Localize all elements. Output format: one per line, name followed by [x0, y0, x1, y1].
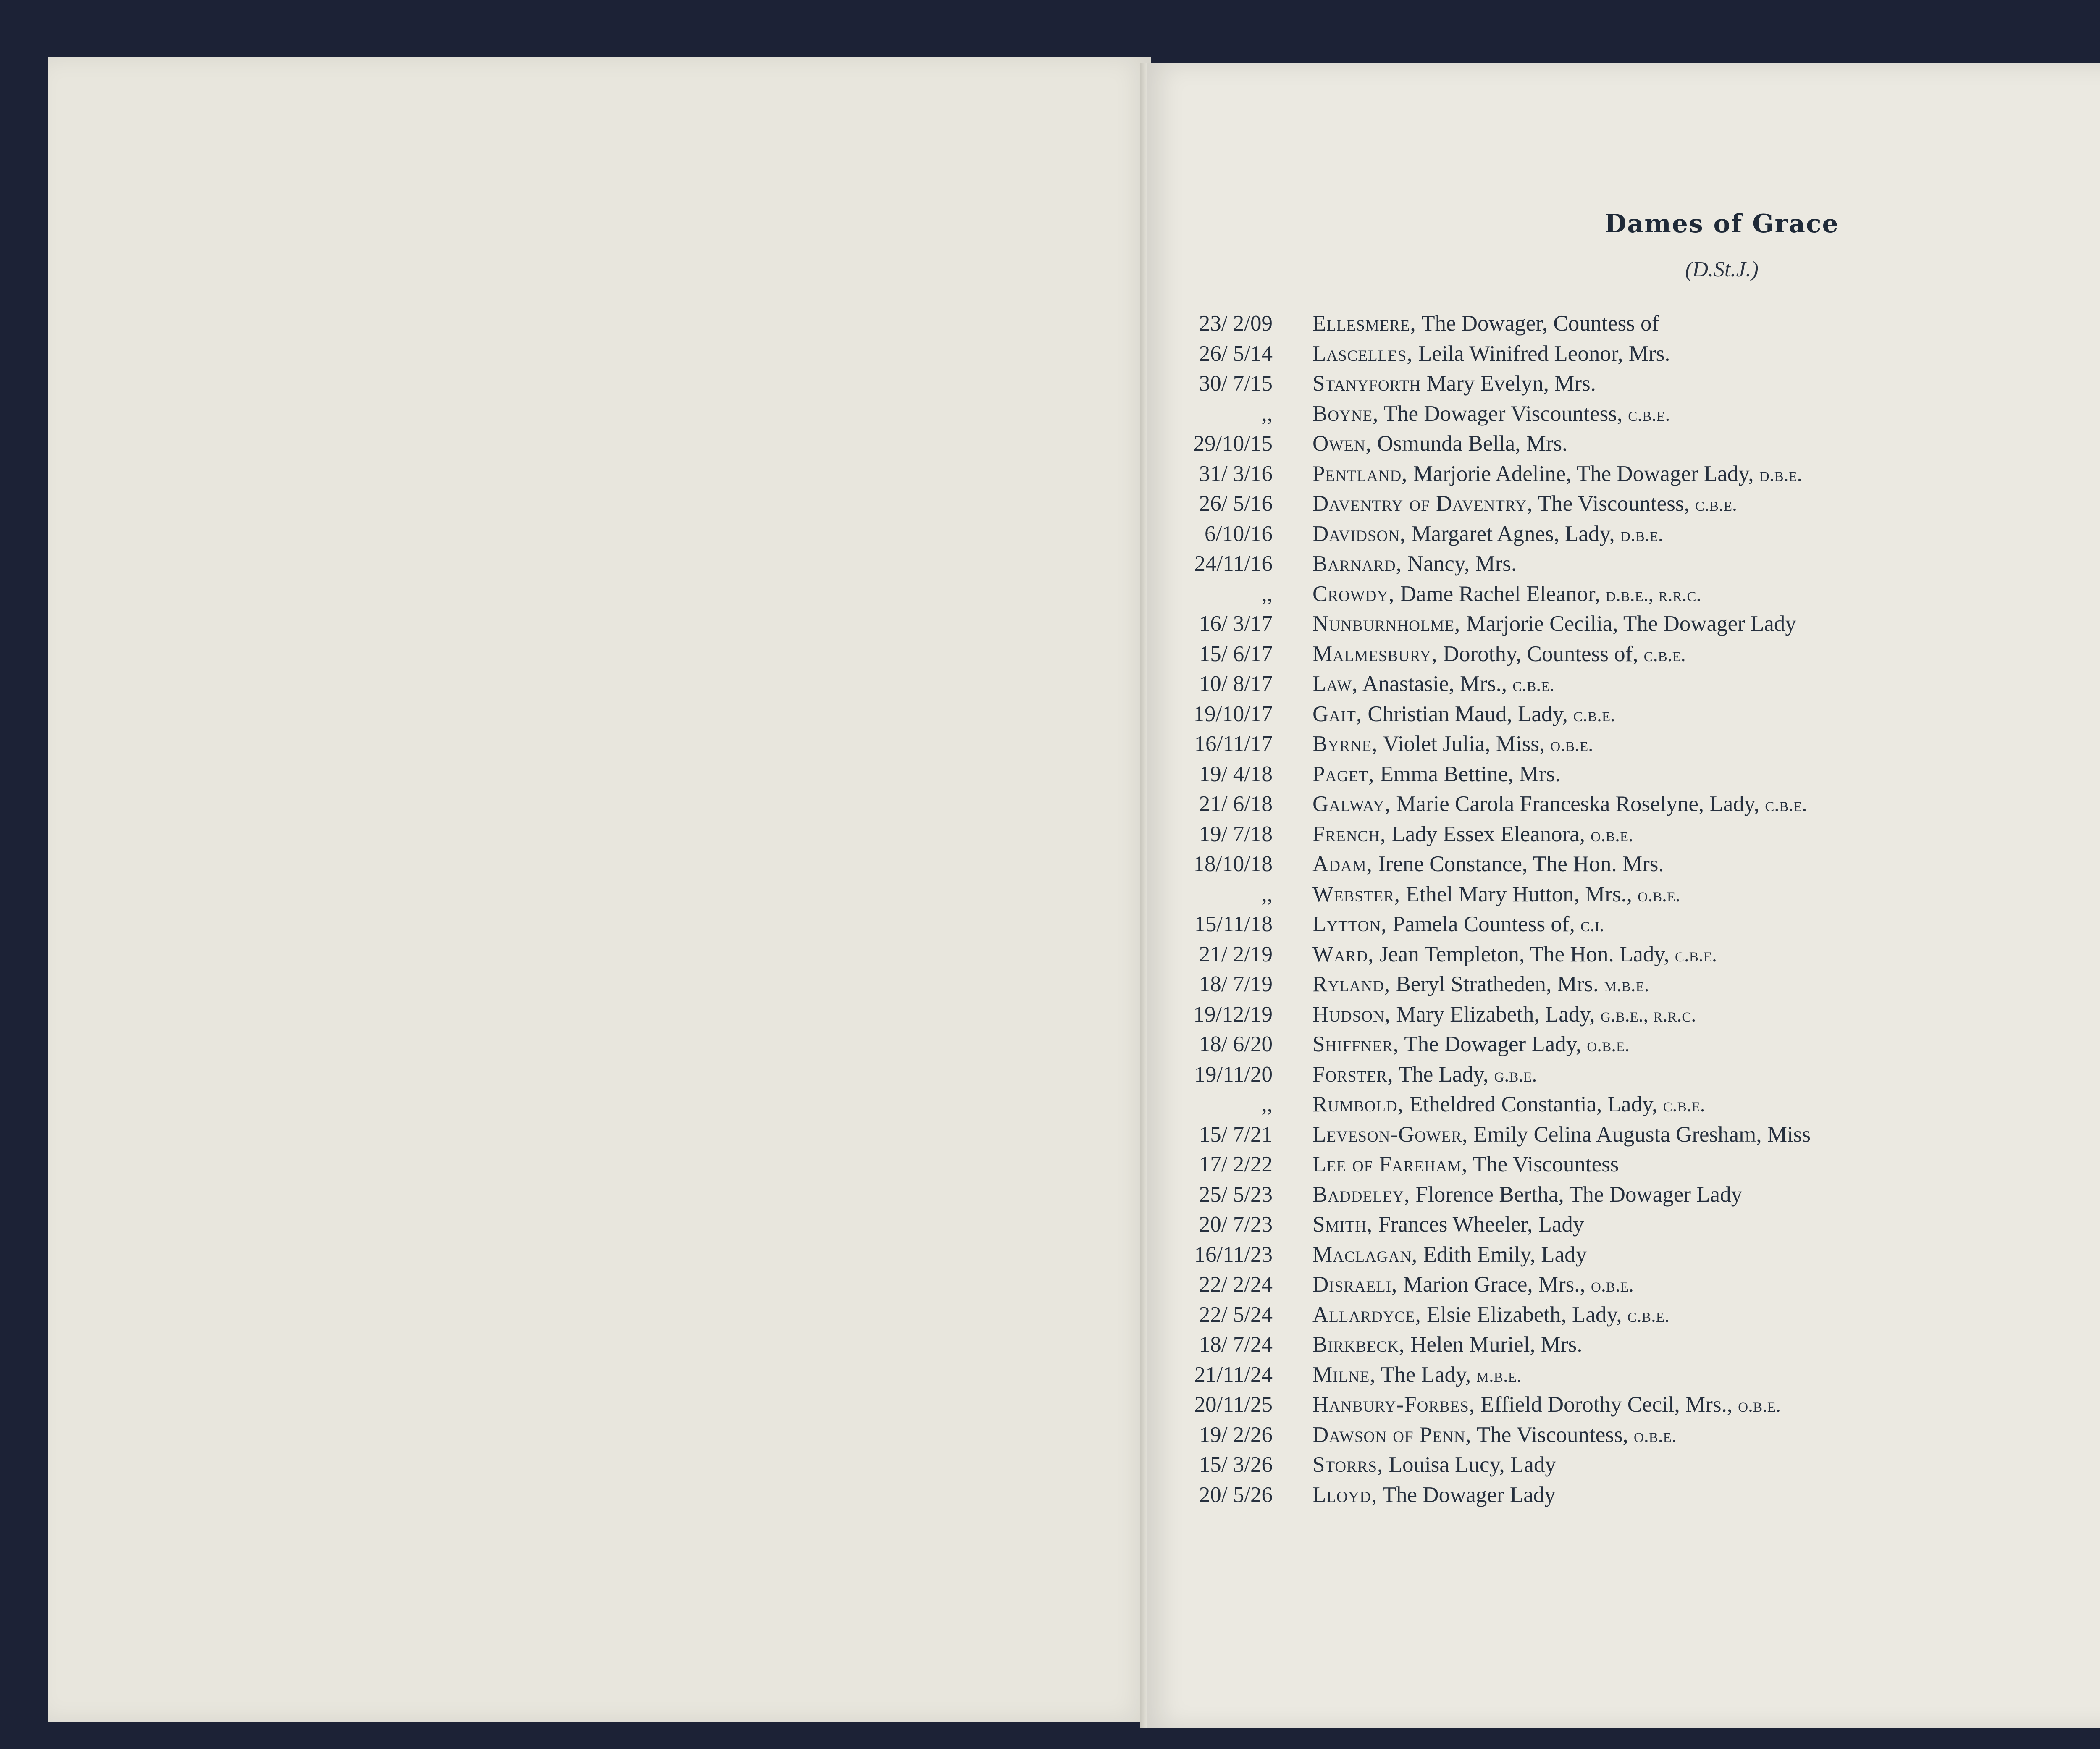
- entry-surname: Forster,: [1312, 1062, 1394, 1087]
- list-item: [1166, 819, 2100, 850]
- list-item: [1166, 909, 2100, 940]
- entry-surname: Birkbeck,: [1312, 1332, 1405, 1357]
- entry-date: 20/ 5/26: [1199, 1482, 1273, 1507]
- entry-date: 20/11/25: [1194, 1392, 1273, 1417]
- entry-honours: c.b.e.: [1695, 493, 1737, 515]
- entry-honours: o.b.e.: [1587, 1034, 1630, 1056]
- entry-date: 17/ 2/22: [1199, 1152, 1273, 1177]
- entry-details: The Dowager Lady: [1377, 1482, 1556, 1507]
- entry-date: 20/ 7/23: [1199, 1212, 1273, 1237]
- entry-text: [1312, 1450, 1556, 1481]
- list-item: [1166, 940, 2100, 970]
- list-item: [1166, 489, 2100, 519]
- entry-text: [1312, 1090, 1705, 1120]
- entry-text: [1312, 669, 1554, 700]
- entry-surname: Maclagan,: [1312, 1242, 1418, 1267]
- entry-details: The Viscountess,: [1471, 1422, 1634, 1447]
- list-item: [1166, 699, 2100, 730]
- entry-text: [1312, 789, 1807, 820]
- entry-surname: Galway,: [1312, 792, 1391, 816]
- entry-honours: o.b.e.: [1638, 883, 1681, 906]
- entry-surname: Rumbold,: [1312, 1092, 1404, 1116]
- entry-surname: Storrs,: [1312, 1452, 1383, 1477]
- list-item: [1166, 519, 2100, 549]
- list-item: [1166, 429, 2100, 459]
- entry-honours: d.b.e.: [1759, 463, 1802, 486]
- entry-date: 29/10/15: [1193, 431, 1273, 456]
- entry-surname: Lascelles,: [1312, 341, 1413, 366]
- list-item: [1166, 1240, 2100, 1270]
- entry-text: [1312, 849, 1664, 880]
- list-item: [1166, 1120, 2100, 1150]
- entry-details: Louisa Lucy, Lady: [1383, 1452, 1556, 1477]
- entry-date: 26/ 5/14: [1199, 341, 1273, 366]
- list-item: [1166, 1090, 2100, 1120]
- entry-surname: Lloyd,: [1312, 1482, 1378, 1507]
- entry-details: Elsie Elizabeth, Lady,: [1421, 1302, 1628, 1327]
- entry-honours: o.b.e.: [1591, 1274, 1634, 1296]
- entry-details: Mary Elizabeth, Lady,: [1390, 1002, 1601, 1027]
- entry-date: 16/11/23: [1194, 1242, 1273, 1267]
- entry-honours: o.b.e.: [1634, 1424, 1677, 1447]
- entry-text: [1312, 1029, 1630, 1060]
- list-item: [1166, 1390, 2100, 1420]
- list-item: [1166, 309, 2100, 339]
- entry-text: [1312, 1420, 1677, 1451]
- entry-honours: o.b.e.: [1738, 1394, 1781, 1416]
- entry-surname: Daventry of Daventry,: [1312, 491, 1533, 516]
- entry-text: [1312, 819, 1633, 850]
- entry-surname: Byrne,: [1312, 732, 1378, 756]
- entry-date: 22/ 2/24: [1199, 1272, 1273, 1297]
- entry-honours: c.b.e.: [1512, 673, 1555, 696]
- entry-date: ,,: [1261, 1092, 1273, 1116]
- entry-date: 16/ 3/17: [1199, 612, 1273, 636]
- entry-details: The Dowager Lady,: [1399, 1032, 1587, 1056]
- entry-details: Nancy, Mrs.: [1402, 551, 1517, 576]
- entry-date: 15/11/18: [1194, 912, 1273, 936]
- entry-details: Florence Bertha, The Dowager Lady: [1410, 1182, 1743, 1207]
- list-item: [1166, 549, 2100, 579]
- list-item: [1166, 1330, 2100, 1360]
- entry-date: 6/10/16: [1205, 521, 1273, 546]
- entry-details: The Viscountess,: [1533, 491, 1695, 516]
- entry-details: Dorothy, Countess of,: [1437, 641, 1644, 666]
- list-item: [1166, 969, 2100, 1000]
- entry-date: 15/ 6/17: [1199, 641, 1273, 666]
- entry-date: 18/10/18: [1193, 852, 1273, 876]
- list-item: [1166, 369, 2100, 399]
- entry-text: [1312, 969, 1649, 1000]
- entry-text: [1312, 639, 1686, 670]
- entry-surname: French,: [1312, 822, 1386, 846]
- list-item: [1166, 789, 2100, 819]
- entry-surname: Boyne,: [1312, 401, 1379, 426]
- entry-honours: c.b.e.: [1573, 703, 1616, 726]
- entry-honours: c.i.: [1580, 914, 1604, 936]
- entry-text: [1312, 339, 1670, 370]
- entry-surname: Ward,: [1312, 942, 1374, 966]
- entry-details: Etheldred Constantia, Lady,: [1403, 1092, 1663, 1116]
- entry-details: The Dowager Viscountess,: [1378, 401, 1628, 426]
- entry-details: Marjorie Adeline, The Dowager Lady,: [1407, 461, 1759, 486]
- entry-date: 18/ 6/20: [1199, 1032, 1273, 1056]
- entry-surname: Lytton,: [1312, 912, 1387, 936]
- entry-date: 19/10/17: [1193, 701, 1273, 726]
- entry-surname: Stanyforth: [1312, 371, 1421, 396]
- entry-text: [1312, 369, 1596, 399]
- entry-honours: c.b.e.: [1643, 643, 1686, 666]
- entry-date: 22/ 5/24: [1199, 1302, 1273, 1327]
- entry-date: 19/11/20: [1194, 1062, 1273, 1087]
- entry-text: [1312, 309, 1659, 339]
- entry-details: Effield Dorothy Cecil, Mrs.,: [1475, 1392, 1738, 1417]
- entry-text: [1312, 609, 1796, 640]
- entry-details: Osmunda Bella, Mrs.: [1371, 431, 1568, 456]
- entry-details: Frances Wheeler, Lady: [1373, 1212, 1584, 1237]
- entry-date: 21/ 6/18: [1199, 792, 1273, 816]
- list-item: [1166, 1029, 2100, 1060]
- entry-surname: Leveson-Gower,: [1312, 1122, 1468, 1147]
- entry-honours: d.b.e.: [1620, 523, 1663, 546]
- list-item: [1166, 579, 2100, 609]
- entry-surname: Malmesbury,: [1312, 641, 1438, 666]
- list-item: [1166, 849, 2100, 880]
- entry-date: 21/ 2/19: [1199, 942, 1273, 966]
- entry-text: [1312, 489, 1737, 520]
- entry-surname: Pentland,: [1312, 461, 1408, 486]
- entry-honours: c.b.e.: [1663, 1094, 1705, 1116]
- entry-surname: Davidson,: [1312, 521, 1406, 546]
- entry-date: 30/ 7/15: [1199, 371, 1273, 396]
- entry-text: [1312, 549, 1517, 580]
- list-item: [1166, 759, 2100, 790]
- entry-details: Dame Rachel Eleanor,: [1394, 581, 1606, 606]
- entry-details: Emily Celina Augusta Gresham, Miss: [1468, 1122, 1811, 1147]
- list-item: [1166, 339, 2100, 369]
- entry-details: Margaret Agnes, Lady,: [1406, 521, 1620, 546]
- entry-text: [1312, 1270, 1634, 1300]
- entry-date: 15/ 7/21: [1199, 1122, 1273, 1147]
- dames-list: [1166, 309, 2100, 1510]
- entry-text: [1312, 1000, 1696, 1030]
- entry-surname: Barnard,: [1312, 551, 1402, 576]
- page-title: Dames of Grace: [1604, 209, 1839, 239]
- list-item: [1166, 1360, 2100, 1390]
- list-item: [1166, 1180, 2100, 1210]
- entry-honours: d.b.e., r.r.c.: [1606, 583, 1701, 606]
- entry-details: Christian Maud, Lady,: [1362, 701, 1574, 726]
- entry-text: [1312, 1330, 1582, 1360]
- entry-details: The Viscountess: [1467, 1152, 1619, 1177]
- entry-honours: m.b.e.: [1604, 974, 1649, 996]
- list-item: [1166, 1480, 2100, 1510]
- entry-surname: Dawson of Penn,: [1312, 1422, 1472, 1447]
- entry-honours: o.b.e.: [1591, 823, 1634, 846]
- entry-text: [1312, 519, 1663, 550]
- list-item: [1166, 729, 2100, 759]
- entry-text: [1312, 1360, 1522, 1391]
- entry-text: [1312, 1300, 1670, 1331]
- entry-date: 18/ 7/24: [1199, 1332, 1273, 1357]
- entry-details: Beryl Stratheden, Mrs.: [1390, 972, 1604, 996]
- entry-date: 16/11/17: [1194, 732, 1273, 756]
- entry-details: The Lady,: [1376, 1362, 1477, 1387]
- entry-details: Lady Essex Eleanora,: [1386, 822, 1591, 846]
- book-gutter: [1140, 63, 1147, 1728]
- list-item: [1166, 880, 2100, 910]
- entry-details: Ethel Mary Hutton, Mrs.,: [1400, 882, 1638, 906]
- entry-date: 31/ 3/16: [1199, 461, 1273, 486]
- entry-surname: Crowdy,: [1312, 581, 1395, 606]
- entry-text: [1312, 429, 1567, 460]
- entry-details: Marie Carola Franceska Roselyne, Lady,: [1390, 792, 1765, 816]
- entry-date: 26/ 5/16: [1199, 491, 1273, 516]
- entry-details: Marjorie Cecilia, The Dowager Lady: [1460, 612, 1796, 636]
- entry-honours: c.b.e.: [1765, 793, 1807, 816]
- entry-text: [1312, 759, 1560, 790]
- entry-date: 23/ 2/09: [1199, 311, 1273, 336]
- entry-honours: c.b.e.: [1675, 943, 1717, 966]
- entry-surname: Hanbury-Forbes,: [1312, 1392, 1475, 1417]
- list-item: [1166, 1210, 2100, 1240]
- list-item: [1166, 609, 2100, 639]
- entry-date: 19/ 7/18: [1199, 822, 1273, 846]
- entry-text: [1312, 909, 1604, 940]
- entry-surname: Owen,: [1312, 431, 1372, 456]
- entry-surname: Gait,: [1312, 701, 1362, 726]
- entry-surname: Allardyce,: [1312, 1302, 1421, 1327]
- entry-date: ,,: [1261, 581, 1273, 606]
- entry-text: [1312, 1390, 1781, 1421]
- entry-text: [1312, 1480, 1556, 1511]
- entry-surname: Webster,: [1312, 882, 1401, 906]
- entry-date: 18/ 7/19: [1199, 972, 1273, 996]
- entry-date: 21/11/24: [1194, 1362, 1273, 1387]
- entry-details: Irene Constance, The Hon. Mrs.: [1372, 852, 1664, 876]
- entry-honours: o.b.e.: [1550, 733, 1593, 756]
- list-item: [1166, 459, 2100, 489]
- entry-honours: g.b.e.: [1494, 1064, 1537, 1086]
- entry-details: The Lady,: [1393, 1062, 1494, 1087]
- entry-date: 24/11/16: [1194, 551, 1273, 576]
- entry-surname: Ryland,: [1312, 972, 1391, 996]
- list-item: [1166, 1420, 2100, 1450]
- entry-surname: Law,: [1312, 672, 1358, 696]
- entry-details: Violet Julia, Miss,: [1378, 732, 1551, 756]
- entry-text: [1312, 699, 1615, 730]
- entry-details: The Dowager, Countess of: [1416, 311, 1659, 336]
- entry-honours: g.b.e., r.r.c.: [1600, 1003, 1696, 1026]
- entry-surname: Disraeli,: [1312, 1272, 1398, 1297]
- list-item: [1166, 639, 2100, 670]
- entry-surname: Hudson,: [1312, 1002, 1391, 1027]
- page-subtitle: (D.St.J.): [1685, 257, 1759, 281]
- entry-surname: Lee of Fareham,: [1312, 1152, 1468, 1177]
- left-page-blank: [48, 57, 1151, 1722]
- entry-text: [1312, 1180, 1742, 1211]
- entry-details: Pamela Countess of,: [1387, 912, 1581, 936]
- entry-text: [1312, 399, 1670, 430]
- entry-date: 19/12/19: [1193, 1002, 1273, 1027]
- entry-date: 19/ 4/18: [1199, 762, 1273, 786]
- entry-date: 15/ 3/26: [1199, 1452, 1273, 1477]
- list-item: [1166, 1000, 2100, 1030]
- entry-details: Mary Evelyn, Mrs.: [1421, 371, 1596, 396]
- entry-surname: Nunburnholme,: [1312, 612, 1461, 636]
- entry-details: Anastasie, Mrs.,: [1358, 672, 1513, 696]
- entry-details: Emma Bettine, Mrs.: [1374, 762, 1561, 786]
- entry-surname: Baddeley,: [1312, 1182, 1410, 1207]
- entry-date: ,,: [1261, 882, 1273, 906]
- entry-surname: Smith,: [1312, 1212, 1373, 1237]
- entry-text: [1312, 1150, 1619, 1180]
- entry-text: [1312, 1210, 1584, 1240]
- list-item: [1166, 1450, 2100, 1480]
- entry-text: [1312, 940, 1717, 970]
- entry-surname: Ellesmere,: [1312, 311, 1416, 336]
- list-item: [1166, 1270, 2100, 1300]
- entry-text: [1312, 579, 1701, 610]
- entry-details: Edith Emily, Lady: [1418, 1242, 1587, 1267]
- entry-details: Helen Muriel, Mrs.: [1405, 1332, 1583, 1357]
- list-item: [1166, 669, 2100, 699]
- entry-date: 19/ 2/26: [1199, 1422, 1273, 1447]
- entry-surname: Adam,: [1312, 852, 1373, 876]
- entry-date: 25/ 5/23: [1199, 1182, 1273, 1207]
- entry-details: Leila Winifred Leonor, Mrs.: [1412, 341, 1670, 366]
- entry-text: [1312, 1120, 1811, 1150]
- entry-text: [1312, 729, 1593, 760]
- entry-honours: c.b.e.: [1628, 403, 1670, 425]
- entry-surname: Milne,: [1312, 1362, 1376, 1387]
- entry-date: 10/ 8/17: [1199, 672, 1273, 696]
- list-item: [1166, 1060, 2100, 1090]
- entry-surname: Paget,: [1312, 762, 1375, 786]
- entry-text: [1312, 1240, 1587, 1271]
- entry-text: [1312, 1060, 1537, 1090]
- entry-details: Marion Grace, Mrs.,: [1397, 1272, 1591, 1297]
- list-item: [1166, 1300, 2100, 1330]
- entry-surname: Shiffner,: [1312, 1032, 1399, 1056]
- list-item: [1166, 1150, 2100, 1180]
- entry-text: [1312, 459, 1802, 490]
- entry-text: [1312, 880, 1680, 910]
- entry-date: ,,: [1261, 401, 1273, 426]
- entry-honours: m.b.e.: [1476, 1364, 1522, 1387]
- list-item: [1166, 399, 2100, 429]
- entry-details: Jean Templeton, The Hon. Lady,: [1374, 942, 1675, 966]
- entry-honours: c.b.e.: [1627, 1304, 1670, 1326]
